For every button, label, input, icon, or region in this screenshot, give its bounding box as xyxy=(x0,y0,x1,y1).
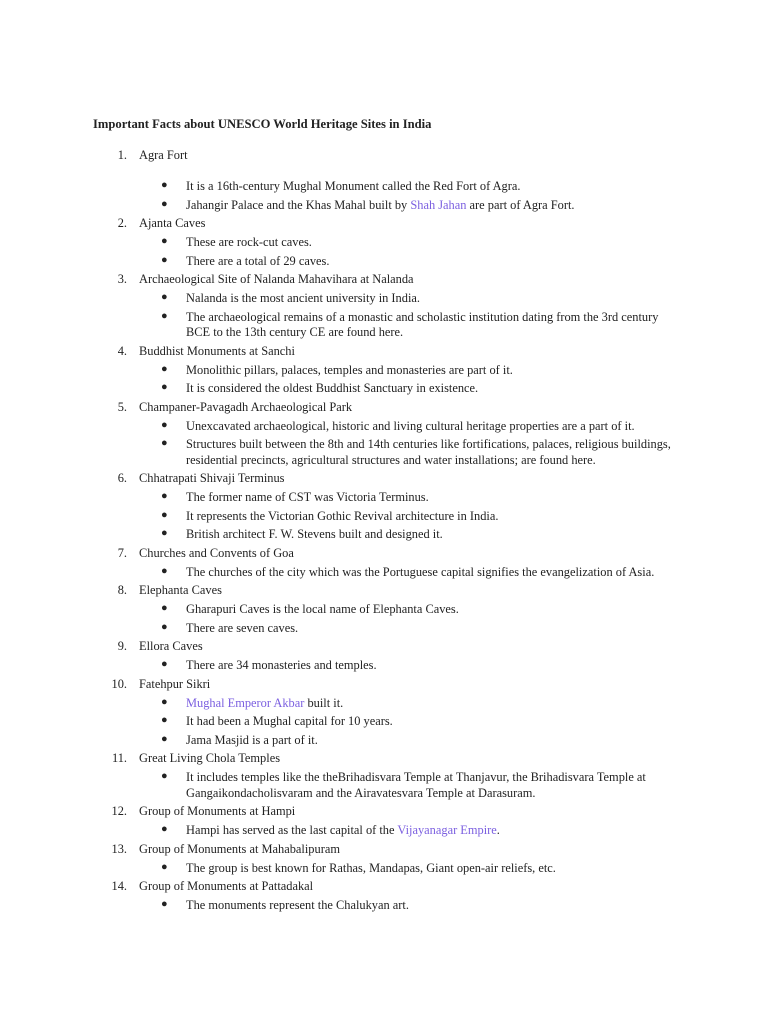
site-name: Group of Monuments at Pattadakal xyxy=(139,879,314,893)
fact-list xyxy=(0,179,768,213)
spacer xyxy=(0,167,768,179)
fact-item xyxy=(0,198,768,214)
fact-list xyxy=(0,490,768,543)
site-name: Ajanta Caves xyxy=(139,216,206,230)
site-name: Champaner-Pavagadh Archaeological Park xyxy=(139,399,353,414)
bullet-icon: ● xyxy=(161,732,168,745)
fact-text: Jama Masjid is a part of it. xyxy=(186,732,318,747)
bullet-icon: ● xyxy=(161,253,168,266)
fact-item xyxy=(0,823,768,839)
site-number: 5. xyxy=(117,399,127,414)
bullet-icon: ● xyxy=(161,381,168,393)
fact-list xyxy=(0,602,768,636)
fact-list xyxy=(0,658,768,674)
site-name: Churches and Convents of Goa xyxy=(139,545,294,560)
fact-list xyxy=(0,823,768,839)
site-item xyxy=(0,677,768,749)
bullet-icon: ● xyxy=(161,714,168,726)
fact-text: Hampi has served as the last capital of the xyxy=(186,823,398,837)
site-number: 2. xyxy=(117,216,127,230)
fact-item xyxy=(0,861,768,877)
site-item xyxy=(0,639,768,674)
fact-list xyxy=(0,291,768,341)
fact-link[interactable]: Vijayanagar Empire xyxy=(397,823,497,837)
site-item xyxy=(0,344,768,397)
fact-item xyxy=(0,179,768,195)
fact-item xyxy=(0,490,768,506)
bullet-icon: ● xyxy=(161,898,168,910)
site-heading xyxy=(0,148,768,167)
fact-text: There are a total of 29 caves. xyxy=(186,253,330,268)
fact-item xyxy=(0,381,768,397)
bullet-icon: ● xyxy=(161,564,168,577)
site-heading xyxy=(0,272,768,291)
site-name: Group of Monuments at Hampi xyxy=(139,804,296,818)
fact-text: are part of Agra Fort. xyxy=(466,197,575,212)
fact-item xyxy=(0,419,768,435)
fact-item xyxy=(0,696,768,712)
fact-text: The group is best known for Rathas, Mandapas, Giant open-air reliefs, etc. xyxy=(186,860,556,875)
fact-item xyxy=(0,565,768,581)
site-item xyxy=(0,400,768,469)
bullet-icon: ● xyxy=(161,179,168,191)
fact-link[interactable]: Mughal Emperor Akbar xyxy=(186,695,305,710)
site-number: 7. xyxy=(117,545,127,560)
fact-item xyxy=(0,235,768,251)
fact-text: Nalanda is the most ancient university in India. xyxy=(186,291,420,305)
fact-text: There are 34 monasteries and temples. xyxy=(186,658,377,672)
fact-item xyxy=(0,621,768,637)
fact-text: The archaeological remains of a monastic and scholastic institution dating from the 3rd century BCE to the 13th century CE are found here. xyxy=(186,309,659,339)
site-heading xyxy=(0,546,768,565)
fact-text: There are seven caves. xyxy=(186,620,299,635)
fact-list xyxy=(0,861,768,877)
site-name: Great Living Chola Temples xyxy=(139,751,281,765)
fact-item xyxy=(0,310,768,341)
site-item xyxy=(0,216,768,269)
fact-list xyxy=(0,898,768,914)
site-name: Elephanta Caves xyxy=(139,583,222,597)
fact-text: It is considered the oldest Buddhist Sanctuary in existence. xyxy=(186,381,479,395)
fact-list xyxy=(0,696,768,749)
site-item xyxy=(0,842,768,877)
bullet-icon: ● xyxy=(161,527,168,539)
site-number: 14. xyxy=(111,879,127,893)
site-number: 3. xyxy=(117,272,127,286)
fact-list xyxy=(0,770,768,801)
bullet-icon: ● xyxy=(161,508,168,521)
fact-text: It had been a Mughal capital for 10 years. xyxy=(186,714,393,728)
bullet-icon: ● xyxy=(161,770,168,782)
fact-text: The former name of CST was Victoria Terminus. xyxy=(186,490,429,504)
site-number: 13. xyxy=(111,841,127,856)
fact-list xyxy=(0,235,768,269)
bullet-icon: ● xyxy=(161,695,168,708)
fact-text: It is a 16th-century Mughal Monument called the Red Fort of Agra. xyxy=(186,179,521,193)
site-name: Fatehpur Sikri xyxy=(139,676,211,691)
fact-text: Jahangir Palace and the Khas Mahal built by xyxy=(186,197,411,212)
site-number: 12. xyxy=(111,804,127,818)
site-number: 4. xyxy=(117,343,127,358)
fact-list xyxy=(0,363,768,397)
site-heading xyxy=(0,677,768,696)
bullet-icon: ● xyxy=(161,291,168,303)
fact-text: built it. xyxy=(304,695,344,710)
fact-list xyxy=(0,565,768,581)
site-heading xyxy=(0,216,768,235)
fact-item xyxy=(0,437,768,468)
site-heading xyxy=(0,344,768,363)
bullet-icon: ● xyxy=(161,309,168,322)
page-title: Important Facts about UNESCO World Heritage Sites in India xyxy=(93,117,432,131)
bullet-icon: ● xyxy=(161,823,168,835)
heritage-sites-list xyxy=(0,148,768,917)
site-number: 9. xyxy=(117,639,127,653)
bullet-icon: ● xyxy=(161,235,168,247)
site-item xyxy=(0,879,768,914)
fact-link[interactable]: Shah Jahan xyxy=(410,197,467,212)
site-name: Chhatrapati Shivaji Terminus xyxy=(139,471,285,485)
fact-text: Gharapuri Caves is the local name of Elephanta Caves. xyxy=(186,602,459,616)
site-item xyxy=(0,272,768,341)
site-heading xyxy=(0,471,768,490)
fact-item xyxy=(0,770,768,801)
site-item xyxy=(0,148,768,213)
site-number: 10. xyxy=(111,676,127,691)
site-heading xyxy=(0,583,768,602)
site-number: 11. xyxy=(111,751,127,765)
fact-text: Unexcavated archaeological, historic and living cultural heritage properties are a part of it. xyxy=(186,418,635,433)
site-item xyxy=(0,471,768,543)
site-heading xyxy=(0,751,768,770)
fact-text: The churches of the city which was the Portuguese capital signifies the evangelization of Asia. xyxy=(186,564,655,579)
fact-text: It represents the Victorian Gothic Revival architecture in India. xyxy=(186,508,499,523)
site-heading xyxy=(0,639,768,658)
site-name: Ellora Caves xyxy=(139,639,203,653)
site-name: Buddhist Monuments at Sanchi xyxy=(139,343,295,358)
fact-item xyxy=(0,509,768,525)
fact-item xyxy=(0,898,768,914)
fact-text: It includes temples like the theBrihadisvara Temple at Thanjavur, the Brihadisvara Temple at Gangaikondacholisvaram and the Airavatesvara Temple at Darasuram. xyxy=(186,770,646,800)
site-name: Group of Monuments at Mahabalipuram xyxy=(139,841,340,856)
fact-text: The monuments represent the Chalukyan art. xyxy=(186,898,409,912)
fact-item xyxy=(0,714,768,730)
site-name: Agra Fort xyxy=(139,148,188,162)
fact-list xyxy=(0,419,768,469)
fact-text: These are rock-cut caves. xyxy=(186,235,312,249)
site-item xyxy=(0,546,768,581)
site-item xyxy=(0,804,768,839)
site-number: 1. xyxy=(117,148,127,162)
bullet-icon: ● xyxy=(161,362,168,375)
bullet-icon: ● xyxy=(161,437,168,449)
fact-text: Monolithic pillars, palaces, temples and monasteries are part of it. xyxy=(186,362,513,377)
bullet-icon: ● xyxy=(161,418,168,431)
bullet-icon: ● xyxy=(161,490,168,502)
site-heading xyxy=(0,879,768,898)
fact-text: . xyxy=(496,823,500,837)
bullet-icon: ● xyxy=(161,620,168,633)
bullet-icon: ● xyxy=(161,860,168,873)
bullet-icon: ● xyxy=(161,602,168,614)
site-name: Archaeological Site of Nalanda Mahavihara at Nalanda xyxy=(139,272,414,286)
site-number: 8. xyxy=(117,583,127,597)
fact-item xyxy=(0,658,768,674)
fact-item xyxy=(0,733,768,749)
site-heading xyxy=(0,400,768,419)
site-heading xyxy=(0,804,768,823)
fact-item xyxy=(0,291,768,307)
bullet-icon: ● xyxy=(161,658,168,670)
fact-text: British architect F. W. Stevens built and designed it. xyxy=(186,527,443,541)
site-item xyxy=(0,583,768,636)
site-heading xyxy=(0,842,768,861)
fact-item xyxy=(0,527,768,543)
site-number: 6. xyxy=(117,471,127,485)
site-item xyxy=(0,751,768,801)
fact-item xyxy=(0,602,768,618)
fact-text: Structures built between the 8th and 14th centuries like fortifications, palaces, religious buildings, residential precincts, agricultural structures and water installations; are found here. xyxy=(186,437,671,467)
fact-item xyxy=(0,254,768,270)
bullet-icon: ● xyxy=(161,197,168,210)
fact-item xyxy=(0,363,768,379)
